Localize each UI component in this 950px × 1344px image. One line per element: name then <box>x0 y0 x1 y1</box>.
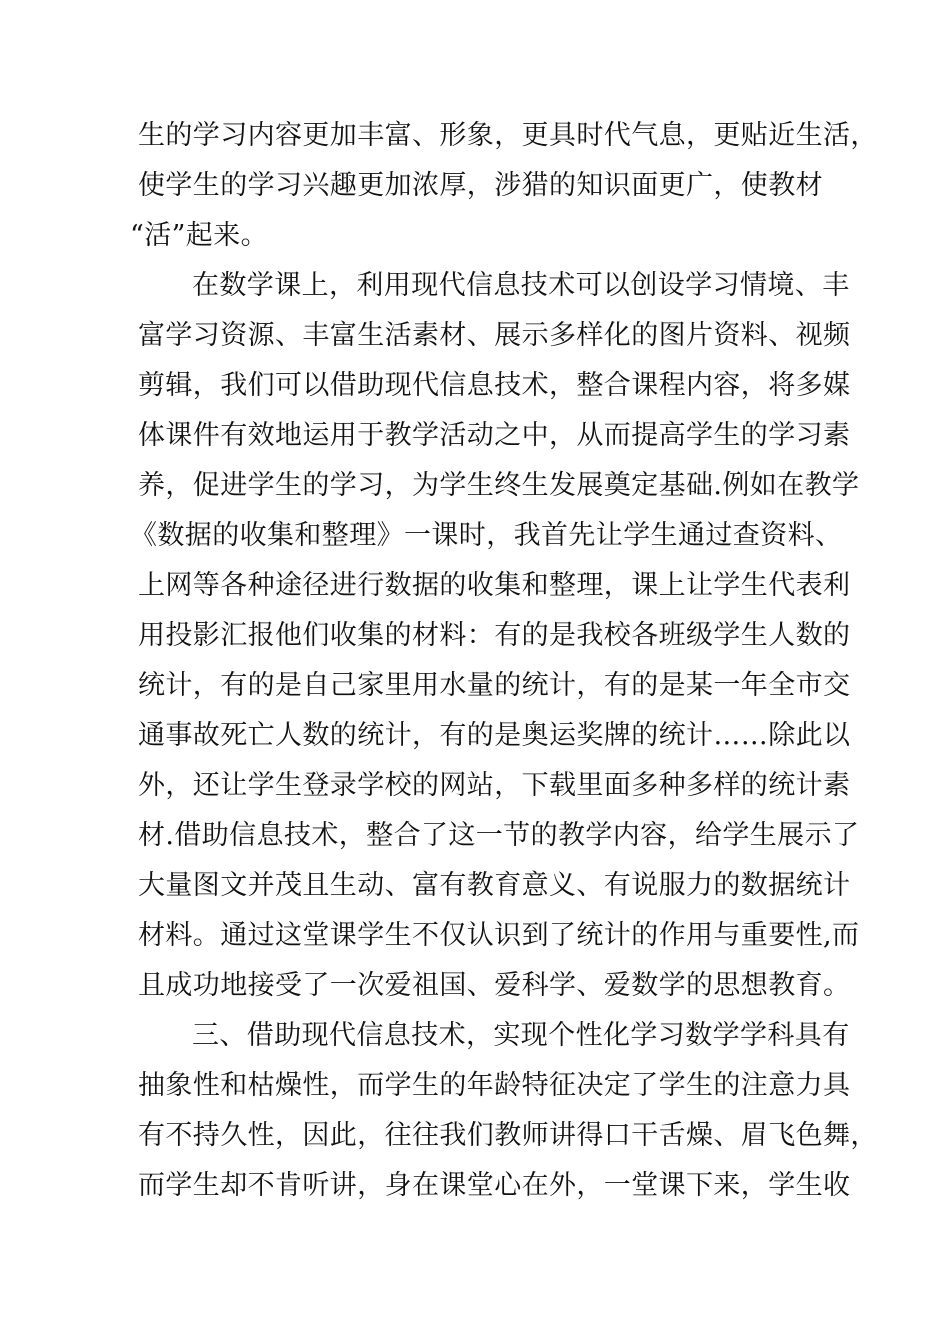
text-line: 有不持久性，因此，往往我们教师讲得口干舌燥、眉飞色舞， <box>138 1120 878 1151</box>
text-line: 材料。通过这堂课学生不仅认识到了统计的作用与重要性,而 <box>138 920 860 951</box>
text-line: 养，促进学生的学习，为学生终生发展奠定基础.例如在教学 <box>138 470 860 501</box>
text-line: 抽象性和枯燥性，而学生的年龄特征决定了学生的注意力具 <box>138 1070 851 1101</box>
text-line: 大量图文并茂且生动、富有教育意义、有说服力的数据统计 <box>138 870 851 901</box>
text-line: 用投影汇报他们收集的材料：有的是我校各班级学生人数的 <box>138 620 851 651</box>
text-line: 《数据的收集和整理》一课时，我首先让学生通过查资料、 <box>130 520 843 551</box>
text-line: 而学生却不肯听讲，身在课堂心在外，一堂课下来，学生收 <box>138 1170 851 1201</box>
paragraph-start-line: 在数学课上，利用现代信息技术可以创设学习情境、丰 <box>192 270 850 301</box>
text-line: 材.借助信息技术，整合了这一节的教学内容，给学生展示了 <box>138 820 860 851</box>
text-line: “活”起来。 <box>130 220 269 251</box>
text-line: 生的学习内容更加丰富、形象，更具时代气息，更贴近生活， <box>138 120 878 151</box>
text-line: 富学习资源、丰富生活素材、展示多样化的图片资料、视频 <box>138 320 851 351</box>
text-line: 上网等各种途径进行数据的收集和整理，课上让学生代表利 <box>138 570 851 601</box>
paragraph-start-line: 三、借助现代信息技术，实现个性化学习数学学科具有 <box>192 1020 850 1051</box>
text-line: 剪辑，我们可以借助现代信息技术，整合课程内容，将多媒 <box>138 370 851 401</box>
text-line: 统计，有的是自己家里用水量的统计，有的是某一年全市交 <box>138 670 851 701</box>
text-line: 使学生的学习兴趣更加浓厚，涉猎的知识面更广，使教材 <box>138 170 823 201</box>
text-line: 外，还让学生登录学校的网站，下载里面多种多样的统计素 <box>138 770 851 801</box>
text-line: 体课件有效地运用于教学活动之中，从而提高学生的学习素 <box>138 420 851 451</box>
text-line: 通事故死亡人数的统计，有的是奥运奖牌的统计……除此以 <box>138 720 851 751</box>
text-line: 且成功地接受了一次爱祖国、爱科学、爱数学的思想教育。 <box>138 970 851 1001</box>
